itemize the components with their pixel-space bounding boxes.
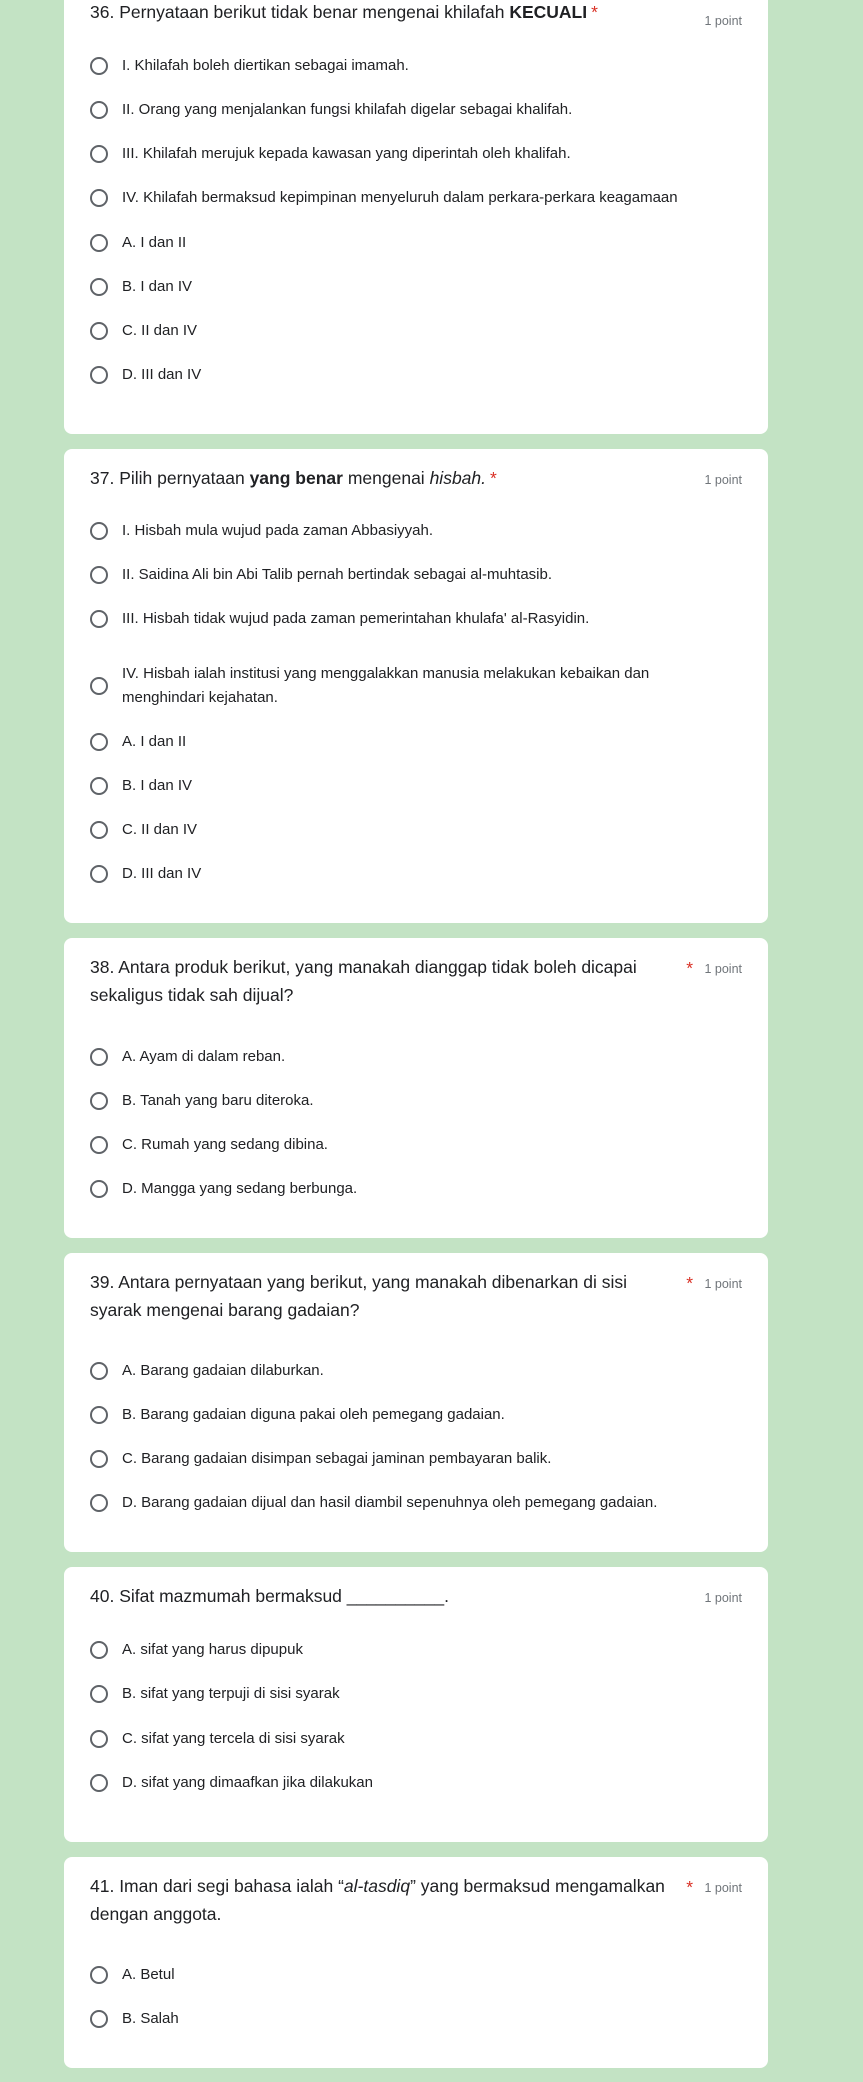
option-q36-1[interactable] xyxy=(90,54,730,78)
option-label: C. sifat yang tercela di sisi syarak xyxy=(122,1730,345,1747)
radio-button[interactable] xyxy=(90,2010,108,2028)
radio-button[interactable] xyxy=(90,1966,108,1984)
radio-button[interactable] xyxy=(90,1774,108,1792)
radio-button[interactable] xyxy=(90,57,108,75)
radio-button[interactable] xyxy=(90,821,108,839)
radio-button[interactable] xyxy=(90,1450,108,1468)
option-q39-4[interactable] xyxy=(90,1491,730,1515)
option-label: III. Hisbah tidak wujud pada zaman pemerintahan khulafa' al-Rasyidin. xyxy=(122,610,590,627)
question-title: 36. Pernyataan berikut tidak benar mengenai khilafah KECUALI * xyxy=(90,2,598,22)
question-title: 39. Antara pernyataan yang berikut, yang manakah dibenarkan di sisi syarak mengenai barang gadaian? xyxy=(90,1272,628,1320)
option-q36-2[interactable] xyxy=(90,98,730,122)
option-label: B. Tanah yang baru diteroka. xyxy=(122,1092,314,1109)
points-label: 1 point xyxy=(704,14,742,28)
option-q36-8[interactable] xyxy=(90,363,730,387)
option-label: B. Salah xyxy=(122,2010,179,2027)
radio-button[interactable] xyxy=(90,1494,108,1512)
option-label: A. sifat yang harus dipupuk xyxy=(122,1641,303,1658)
radio-button[interactable] xyxy=(90,865,108,883)
required-asterisk: * xyxy=(591,2,598,22)
question-card-40 xyxy=(64,1567,768,1842)
option-q36-5[interactable] xyxy=(90,231,730,255)
option-label: D. III dan IV xyxy=(122,366,202,383)
radio-button[interactable] xyxy=(90,145,108,163)
radio-button[interactable] xyxy=(90,1685,108,1703)
radio-button[interactable] xyxy=(90,1641,108,1659)
option-label: B. sifat yang terpuji di sisi syarak xyxy=(122,1685,340,1702)
option-label: I. Khilafah boleh diertikan sebagai imamah. xyxy=(122,57,409,74)
radio-button[interactable] xyxy=(90,278,108,296)
radio-button[interactable] xyxy=(90,733,108,751)
radio-button[interactable] xyxy=(90,610,108,628)
option-q38-4[interactable] xyxy=(90,1177,730,1201)
option-label: D. Barang gadaian dijual dan hasil diambil sepenuhnya oleh pemegang gadaian. xyxy=(122,1494,658,1511)
radio-button[interactable] xyxy=(90,1406,108,1424)
option-label: C. Rumah yang sedang dibina. xyxy=(122,1136,328,1153)
option-q41-2[interactable] xyxy=(90,2007,730,2031)
radio-button[interactable] xyxy=(90,1180,108,1198)
points-label: 1 point xyxy=(704,473,742,487)
points-label: 1 point xyxy=(704,1591,742,1605)
option-q36-6[interactable] xyxy=(90,275,730,299)
radio-button[interactable] xyxy=(90,234,108,252)
points-label: 1 point xyxy=(704,962,742,976)
option-q37-5[interactable] xyxy=(90,730,730,754)
option-q37-3[interactable] xyxy=(90,607,730,631)
option-label: A. Barang gadaian dilaburkan. xyxy=(122,1362,324,1379)
required-asterisk: * xyxy=(686,1877,693,1897)
option-label: II. Saidina Ali bin Abi Talib pernah bertindak sebagai al-muhtasib. xyxy=(122,566,552,583)
question-card-39 xyxy=(64,1253,768,1552)
option-label: B. I dan IV xyxy=(122,777,193,794)
option-label: C. Barang gadaian disimpan sebagai jaminan pembayaran balik. xyxy=(122,1450,552,1467)
radio-button[interactable] xyxy=(90,1730,108,1748)
option-q37-7[interactable] xyxy=(90,818,730,842)
radio-button[interactable] xyxy=(90,777,108,795)
option-label: IV. Khilafah bermaksud kepimpinan menyeluruh dalam perkara-perkara keagamaan xyxy=(122,189,678,206)
option-q39-1[interactable] xyxy=(90,1359,730,1383)
option-label: A. I dan II xyxy=(122,733,187,750)
option-q40-4[interactable] xyxy=(90,1771,730,1795)
option-q40-2[interactable] xyxy=(90,1682,730,1706)
radio-button[interactable] xyxy=(90,1092,108,1110)
radio-button[interactable] xyxy=(90,366,108,384)
radio-button[interactable] xyxy=(90,1362,108,1380)
radio-button[interactable] xyxy=(90,189,108,207)
option-q40-3[interactable] xyxy=(90,1727,730,1751)
option-label: A. Betul xyxy=(122,1966,175,1983)
option-label: B. Barang gadaian diguna pakai oleh pemegang gadaian. xyxy=(122,1406,505,1423)
points-label: 1 point xyxy=(704,1881,742,1895)
option-label: B. I dan IV xyxy=(122,278,193,295)
option-q36-3[interactable] xyxy=(90,142,730,166)
question-title: 40. Sifat mazmumah bermaksud __________. xyxy=(90,1586,449,1606)
option-label: A. Ayam di dalam reban. xyxy=(122,1048,286,1065)
option-q38-2[interactable] xyxy=(90,1089,730,1113)
option-q38-1[interactable] xyxy=(90,1045,730,1069)
option-q36-4[interactable] xyxy=(90,186,730,210)
option-label: D. sifat yang dimaafkan jika dilakukan xyxy=(122,1774,373,1791)
radio-button[interactable] xyxy=(90,522,108,540)
question-title: 37. Pilih pernyataan yang benar mengenai hisbah. * xyxy=(90,468,497,488)
option-label: A. I dan II xyxy=(122,234,187,251)
question-card-38 xyxy=(64,938,768,1238)
option-label: II. Orang yang menjalankan fungsi khilafah digelar sebagai khalifah. xyxy=(122,101,573,118)
question-card-37 xyxy=(64,449,768,923)
required-asterisk: * xyxy=(490,468,497,488)
option-q37-1[interactable] xyxy=(90,519,730,543)
option-q40-1[interactable] xyxy=(90,1638,730,1662)
radio-button[interactable] xyxy=(90,566,108,584)
option-q37-6[interactable] xyxy=(90,774,730,798)
radio-button[interactable] xyxy=(90,1048,108,1066)
required-asterisk: * xyxy=(686,958,693,978)
question-card-36 xyxy=(64,0,768,434)
option-q39-3[interactable] xyxy=(90,1447,730,1471)
option-q37-2[interactable] xyxy=(90,563,730,587)
option-label: I. Hisbah mula wujud pada zaman Abbasiyyah. xyxy=(122,522,434,539)
option-label: D. Mangga yang sedang berbunga. xyxy=(122,1180,358,1197)
option-q37-8[interactable] xyxy=(90,862,730,886)
question-title: 41. Iman dari segi bahasa ialah “al-tasdiq” yang bermaksud mengamalkan dengan anggota. xyxy=(90,1876,665,1924)
radio-button[interactable] xyxy=(90,322,108,340)
required-asterisk: * xyxy=(686,1273,693,1293)
option-q41-1[interactable] xyxy=(90,1963,730,1987)
option-label: IV. Hisbah ialah institusi yang menggalakkan manusia melakukan kebaikan dan menghindari kejahatan. xyxy=(122,665,650,706)
option-q38-3[interactable] xyxy=(90,1133,730,1157)
option-label: C. II dan IV xyxy=(122,322,198,339)
option-label: C. II dan IV xyxy=(122,821,198,838)
radio-button[interactable] xyxy=(90,101,108,119)
radio-button[interactable] xyxy=(90,1136,108,1154)
option-q36-7[interactable] xyxy=(90,319,730,343)
option-label: D. III dan IV xyxy=(122,865,202,882)
radio-button[interactable] xyxy=(90,677,108,695)
option-q37-4[interactable] xyxy=(90,662,730,710)
option-q39-2[interactable] xyxy=(90,1403,730,1427)
option-label: III. Khilafah merujuk kepada kawasan yang diperintah oleh khalifah. xyxy=(122,145,571,162)
question-card-41 xyxy=(64,1857,768,2068)
points-label: 1 point xyxy=(704,1277,742,1291)
question-title: 38. Antara produk berikut, yang manakah dianggap tidak boleh dicapai sekaligus tidak sah dijual? xyxy=(90,957,637,1005)
